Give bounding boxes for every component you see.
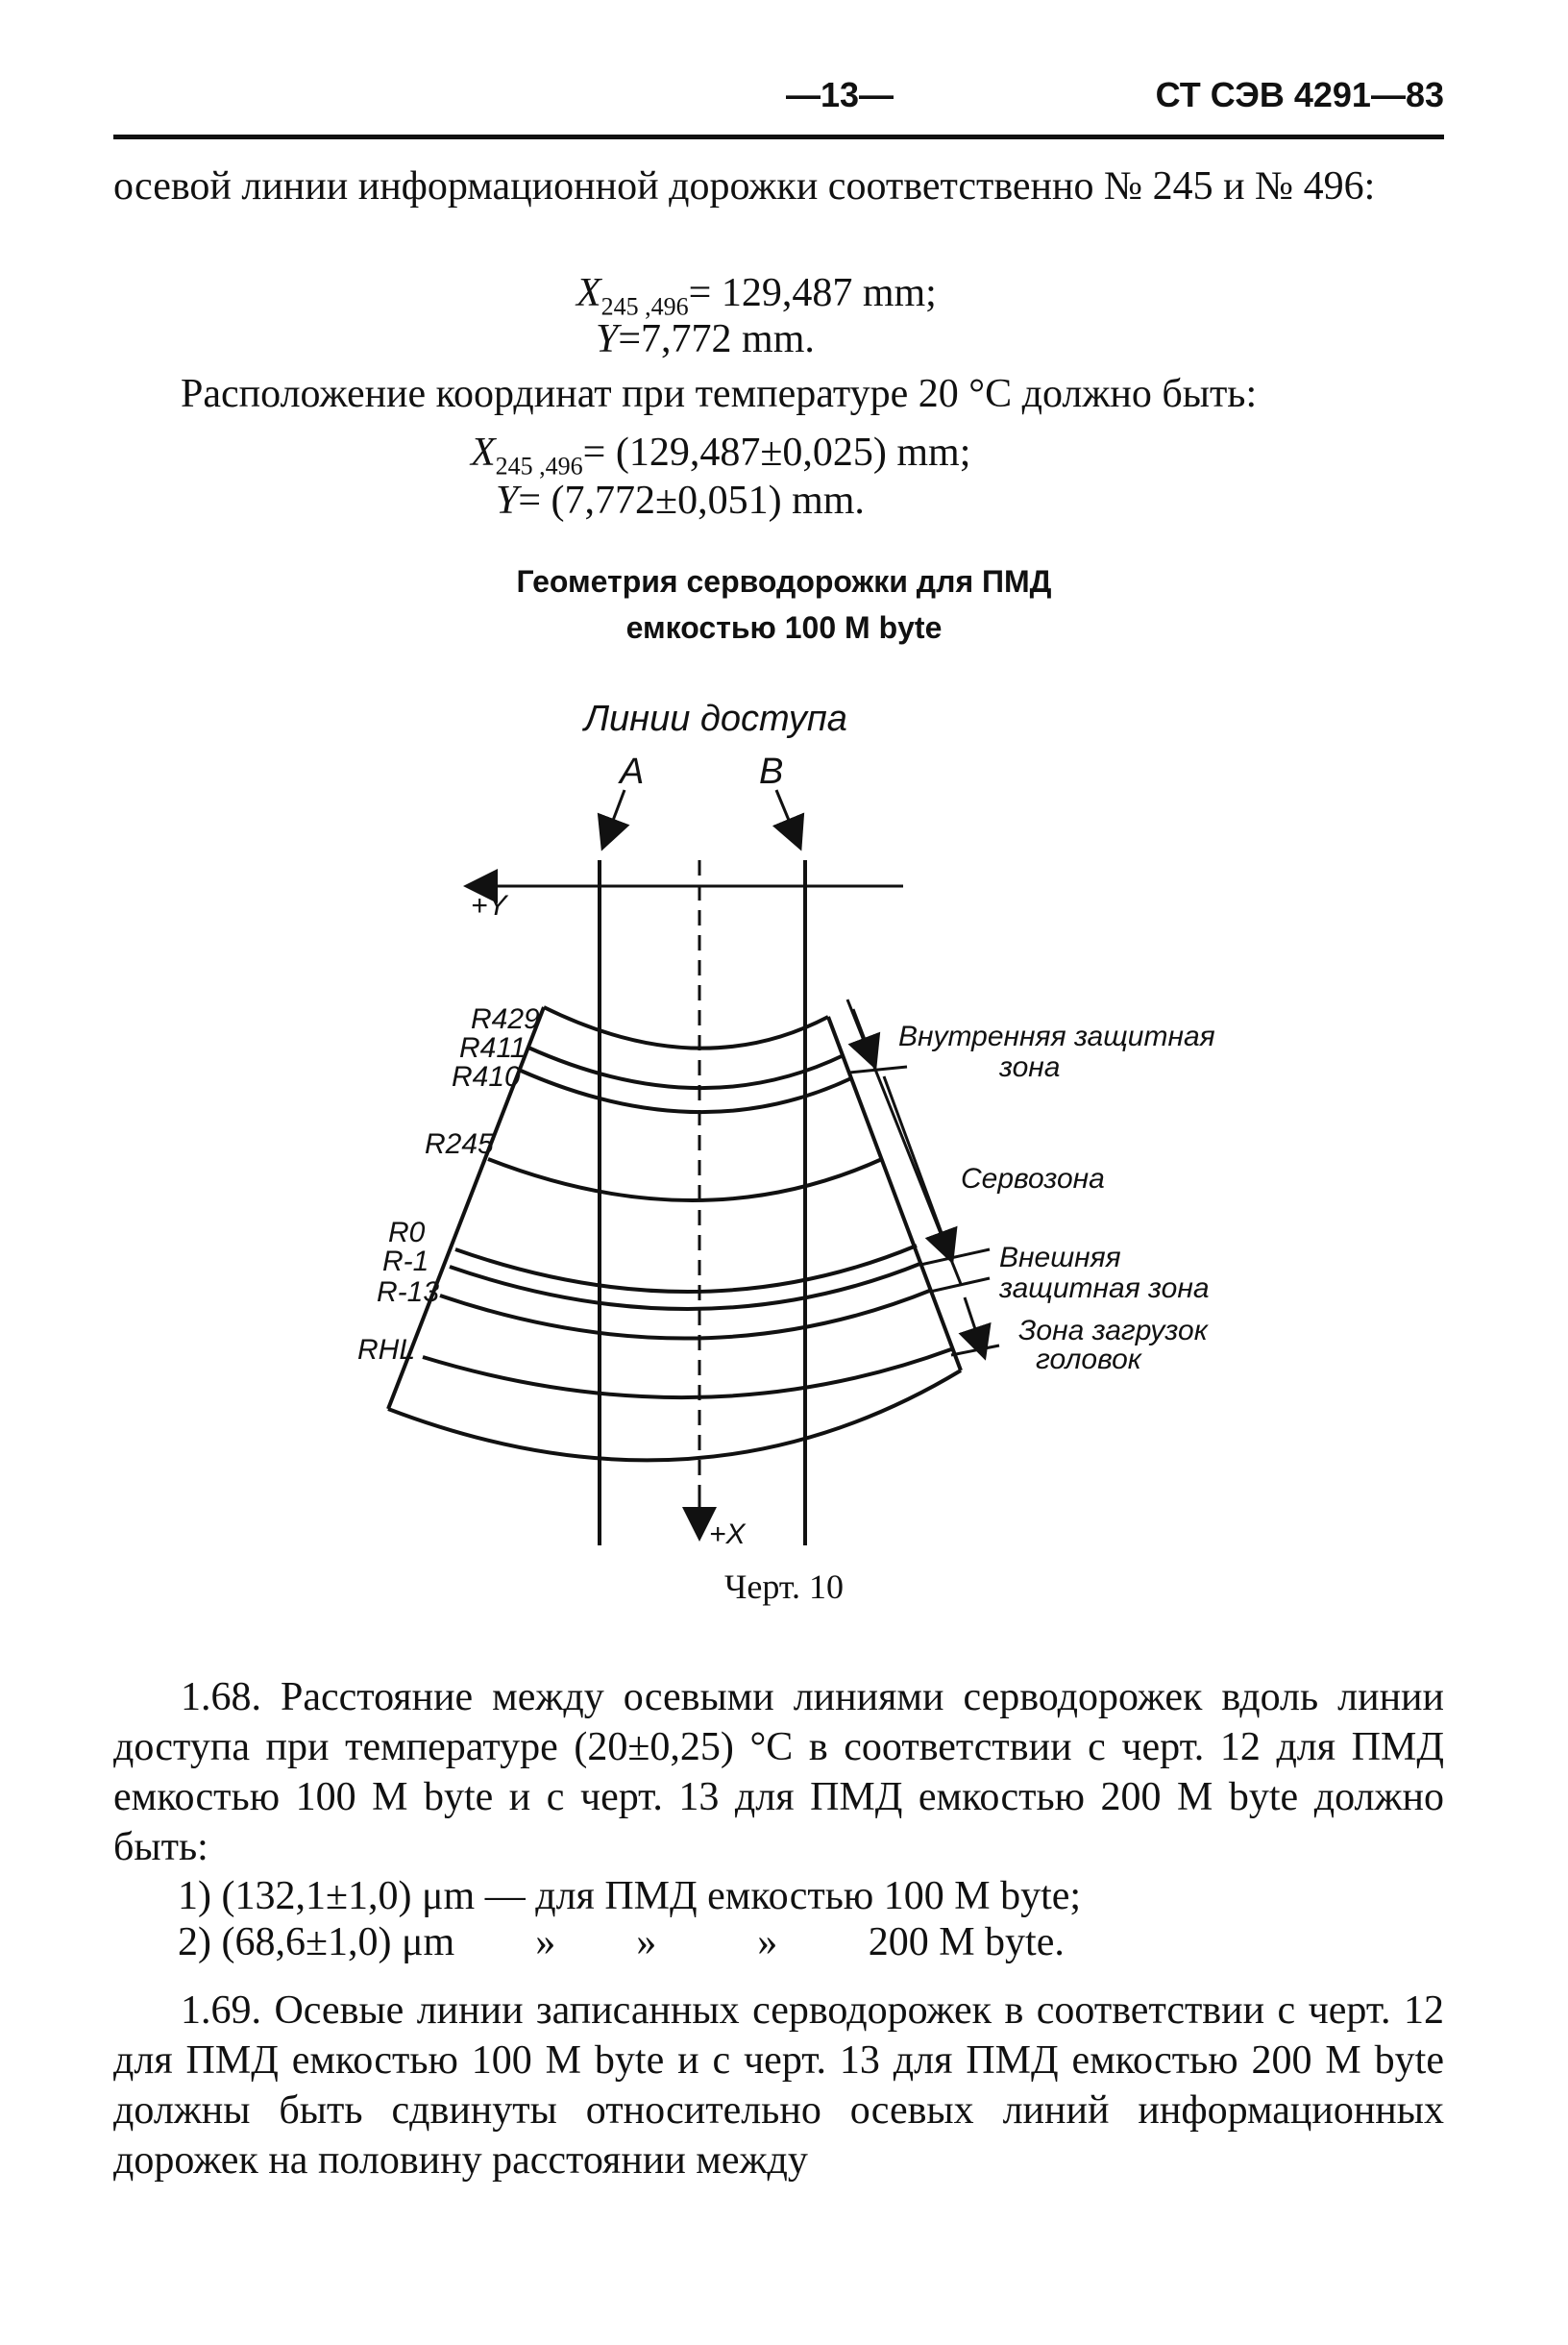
outer-arc <box>388 1370 961 1460</box>
line-b-arrow <box>776 790 799 846</box>
figure-title-line1: Геометрия серводорожки для ПМД <box>516 564 1052 599</box>
radius-label-r410: R410 <box>452 1061 521 1093</box>
arc-rhl <box>423 1349 951 1397</box>
formula-y1-value: =7,772 mm. <box>618 317 815 361</box>
formula-y2-label: Y <box>496 479 519 523</box>
line-b-label: B <box>759 752 784 792</box>
page-number: —13— <box>786 75 894 114</box>
formula-x2-label: X <box>471 431 496 475</box>
radius-label-r429: R429 <box>471 1003 540 1035</box>
formula-y1-label: Y <box>596 317 619 361</box>
head-load-zone-label-1: Зона загрузок <box>1018 1315 1208 1346</box>
radius-label-r-1: R-1 <box>382 1246 429 1277</box>
servo-zone-arrow <box>884 1076 951 1259</box>
radius-label-r411: R411 <box>459 1032 527 1064</box>
radius-label-rhl: RHL <box>357 1334 416 1366</box>
arc-r-13 <box>440 1290 932 1339</box>
head-load-tick <box>951 1345 999 1355</box>
line-a-arrow <box>603 790 625 846</box>
arc-r411 <box>528 1048 844 1088</box>
inner-guard-zone-label-2: зона <box>999 1051 1061 1083</box>
formula-x1-value: = 129,487 mm; <box>688 271 937 315</box>
y-axis-label: +Y <box>471 890 507 922</box>
formula-y2-value: = (7,772±0,051) mm. <box>518 479 865 523</box>
line-a-label: A <box>620 752 645 792</box>
arc-r245 <box>488 1159 882 1200</box>
standard-code: СТ СЭВ 4291—83 <box>1155 75 1444 114</box>
figure-caption: Черт. 10 <box>724 1567 844 1606</box>
arc-r429 <box>544 1007 828 1049</box>
servo-zone-label: Сервозона <box>961 1163 1105 1195</box>
figure-title-line2: емкостью 100 M byte <box>625 610 943 645</box>
inner-zone-tick <box>849 1067 907 1073</box>
intro-paragraph: осевой линии информационной дорожки соответственно № 245 и № 496: <box>113 164 1376 209</box>
formula-x2-sub: 245 ,496 <box>495 452 583 481</box>
radius-label-r245: R245 <box>425 1128 494 1160</box>
paragraph-1-68: 1.68. Расстояние между осевыми линиями серводорожек вдоль линии доступа при температуре (20±0,25) °С в соответствии с черт. 12 для ПМД емкостью 100 M byte и с черт. 13 для ПМД емкостью 200 M byte должно быть: <box>113 1675 1444 1869</box>
head-load-arrow <box>965 1297 984 1355</box>
location-paragraph: Расположение координат при температуре 20 °С должно быть: <box>181 372 1258 416</box>
x-axis-label: +X <box>709 1518 746 1550</box>
inner-guard-zone-label-1: Внутренняя защитная <box>898 1021 1215 1052</box>
access-lines-label: Линии доступа <box>584 699 847 739</box>
inner-zone-arrow <box>853 1009 874 1065</box>
formula-x2-value: = (129,487±0,025) mm; <box>582 431 971 475</box>
outer-guard-zone-label-2: защитная зона <box>999 1272 1210 1304</box>
head-load-zone-label-2: головок <box>1036 1344 1141 1375</box>
formula-x1-sub: 245 ,496 <box>600 292 689 321</box>
paragraph-1-69: 1.69. Осевые линии записанных серводорожек в соответствии с черт. 12 для ПМД емкостью 100 M byte и с черт. 13 для ПМД емкостью 200 M byte должны быть сдвинуты относительно осевых линий информационных дорожек на половину расстоянии между <box>113 1988 1444 2183</box>
list-item-1: 1) (132,1±1,0) μm — для ПМД емкостью 100 M byte; <box>178 1874 1082 1918</box>
radius-label-r0: R0 <box>388 1217 426 1248</box>
outer-guard-zone-label-1: Внешняя <box>999 1242 1121 1273</box>
arc-r0 <box>455 1246 917 1292</box>
arc-r410 <box>521 1071 851 1112</box>
list-item-2: 2) (68,6±1,0) μm » » » 200 M byte. <box>178 1920 1065 1964</box>
formula-x1-label: X <box>576 271 601 315</box>
radius-label-r-13: R-13 <box>377 1276 440 1308</box>
outer-zone-tick1 <box>920 1249 990 1265</box>
